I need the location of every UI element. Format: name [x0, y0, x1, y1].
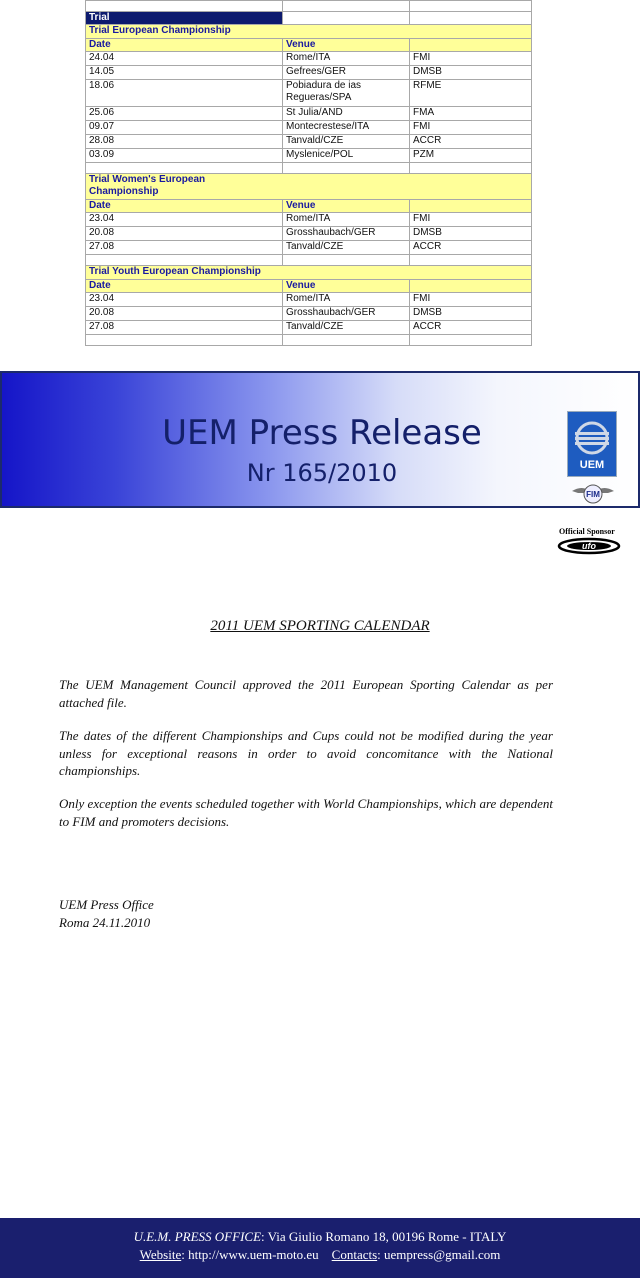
footer-website-label[interactable]: Website: [139, 1247, 182, 1262]
trial-header-cell: Trial: [86, 12, 283, 25]
column-header-row: [86, 200, 532, 213]
section-title-row: [86, 25, 532, 39]
table-row-blank: [86, 335, 532, 346]
calendar-table: [85, 0, 532, 346]
date-cell: 20.08: [86, 307, 283, 321]
federation-cell: DMSB: [410, 307, 532, 321]
date-cell: 18.06: [86, 80, 283, 107]
col-venue-header: Venue: [283, 280, 410, 293]
table-row: [86, 149, 532, 163]
footer-website-value[interactable]: : http://www.uem-moto.eu: [181, 1247, 319, 1262]
venue-cell: St Julia/AND: [283, 107, 410, 121]
signature-office: UEM Press Office: [59, 897, 154, 912]
date-cell: 27.08: [86, 321, 283, 335]
venue-cell: Rome/ITA: [283, 213, 410, 227]
table-row-blank: [86, 163, 532, 174]
signature-date: Roma 24.11.2010: [59, 915, 151, 930]
section-title-row: [86, 174, 532, 200]
federation-cell: FMI: [410, 293, 532, 307]
uem-logo-icon: [567, 411, 617, 477]
table-row-blank: [86, 1, 532, 12]
table-row: [86, 321, 532, 335]
venue-cell: Pobiadura de ias Regueras/SPA: [283, 80, 410, 107]
table-row-trial-header: [86, 12, 532, 25]
paragraph: The UEM Management Council approved the 2011 European Sporting Calendar as per attached file.: [59, 677, 553, 710]
uem-logo-text: UEM: [579, 459, 605, 471]
date-cell: 20.08: [86, 227, 283, 241]
footer-contacts-value[interactable]: : uempress@gmail.com: [377, 1247, 501, 1262]
col-date-header: Date: [86, 280, 283, 293]
federation-cell: FMI: [410, 213, 532, 227]
fim-logo-text: FIM: [586, 490, 600, 499]
federation-cell: FMI: [410, 52, 532, 66]
venue-cell: Montecrestese/ITA: [283, 121, 410, 135]
footer-address-line: [0, 1229, 640, 1245]
column-header-row: [86, 39, 532, 52]
ufo-logo-icon: [557, 537, 621, 555]
col-date-header: Date: [86, 200, 283, 213]
federation-cell: FMA: [410, 107, 532, 121]
sponsor-label: Official Sponsor: [559, 527, 615, 536]
table-row: [86, 241, 532, 255]
date-cell: 14.05: [86, 66, 283, 80]
federation-cell: DMSB: [410, 66, 532, 80]
date-cell: 23.04: [86, 213, 283, 227]
table-row: [86, 107, 532, 121]
date-cell: 09.07: [86, 121, 283, 135]
document-title: 2011 UEM SPORTING CALENDAR: [210, 618, 430, 634]
section-title-row: [86, 266, 532, 280]
ufo-logo-text: ufo: [582, 541, 596, 551]
press-release-banner: [0, 371, 640, 508]
venue-cell: Gefrees/GER: [283, 66, 410, 80]
table-row: [86, 307, 532, 321]
table-row: [86, 135, 532, 149]
banner-title: UEM Press Release: [162, 413, 482, 453]
federation-cell: FMI: [410, 121, 532, 135]
venue-cell: Tanvald/CZE: [283, 135, 410, 149]
table-row: [86, 80, 532, 107]
table-row: [86, 66, 532, 80]
federation-cell: PZM: [410, 149, 532, 163]
table-row: [86, 293, 532, 307]
table-row-blank: [86, 255, 532, 266]
column-header-row: [86, 280, 532, 293]
footer-contact-line: [0, 1247, 640, 1263]
venue-cell: Tanvald/CZE: [283, 241, 410, 255]
fim-logo-icon: [570, 482, 616, 504]
table-row: [86, 52, 532, 66]
venue-cell: Grosshaubach/GER: [283, 227, 410, 241]
footer: [0, 1218, 640, 1278]
table-row: [86, 121, 532, 135]
federation-cell: ACCR: [410, 135, 532, 149]
footer-address: : Via Giulio Romano 18, 00196 Rome - ITALY: [261, 1229, 507, 1244]
paragraph: Only exception the events scheduled together with World Championships, which are dependent to FIM and promoters decisions.: [59, 796, 553, 829]
venue-cell: Grosshaubach/GER: [283, 307, 410, 321]
federation-cell: ACCR: [410, 241, 532, 255]
federation-cell: RFME: [410, 80, 532, 107]
date-cell: 24.04: [86, 52, 283, 66]
col-venue-header: Venue: [283, 200, 410, 213]
federation-cell: ACCR: [410, 321, 532, 335]
date-cell: 03.09: [86, 149, 283, 163]
release-number: Nr 165/2010: [246, 459, 398, 487]
venue-cell: Tanvald/CZE: [283, 321, 410, 335]
venue-cell: Myslenice/POL: [283, 149, 410, 163]
date-cell: 23.04: [86, 293, 283, 307]
venue-cell: Rome/ITA: [283, 293, 410, 307]
section-title: Trial European Championship: [86, 25, 532, 39]
table-row: [86, 213, 532, 227]
venue-cell: Rome/ITA: [283, 52, 410, 66]
federation-cell: DMSB: [410, 227, 532, 241]
col-date-header: Date: [86, 39, 283, 52]
col-venue-header: Venue: [283, 39, 410, 52]
section-title: Trial Youth European Championship: [86, 266, 532, 280]
footer-office-label: U.E.M. PRESS OFFICE: [133, 1229, 262, 1244]
date-cell: 25.06: [86, 107, 283, 121]
paragraph: The dates of the different Championships and Cups could not be modified during the year unless for exceptional reasons in order to avoid concomitance with the National championships.: [59, 728, 553, 778]
date-cell: 28.08: [86, 135, 283, 149]
footer-contacts-label[interactable]: Contacts: [331, 1247, 378, 1262]
date-cell: 27.08: [86, 241, 283, 255]
table-row: [86, 227, 532, 241]
section-title: Trial Women's European Championship: [89, 174, 206, 197]
